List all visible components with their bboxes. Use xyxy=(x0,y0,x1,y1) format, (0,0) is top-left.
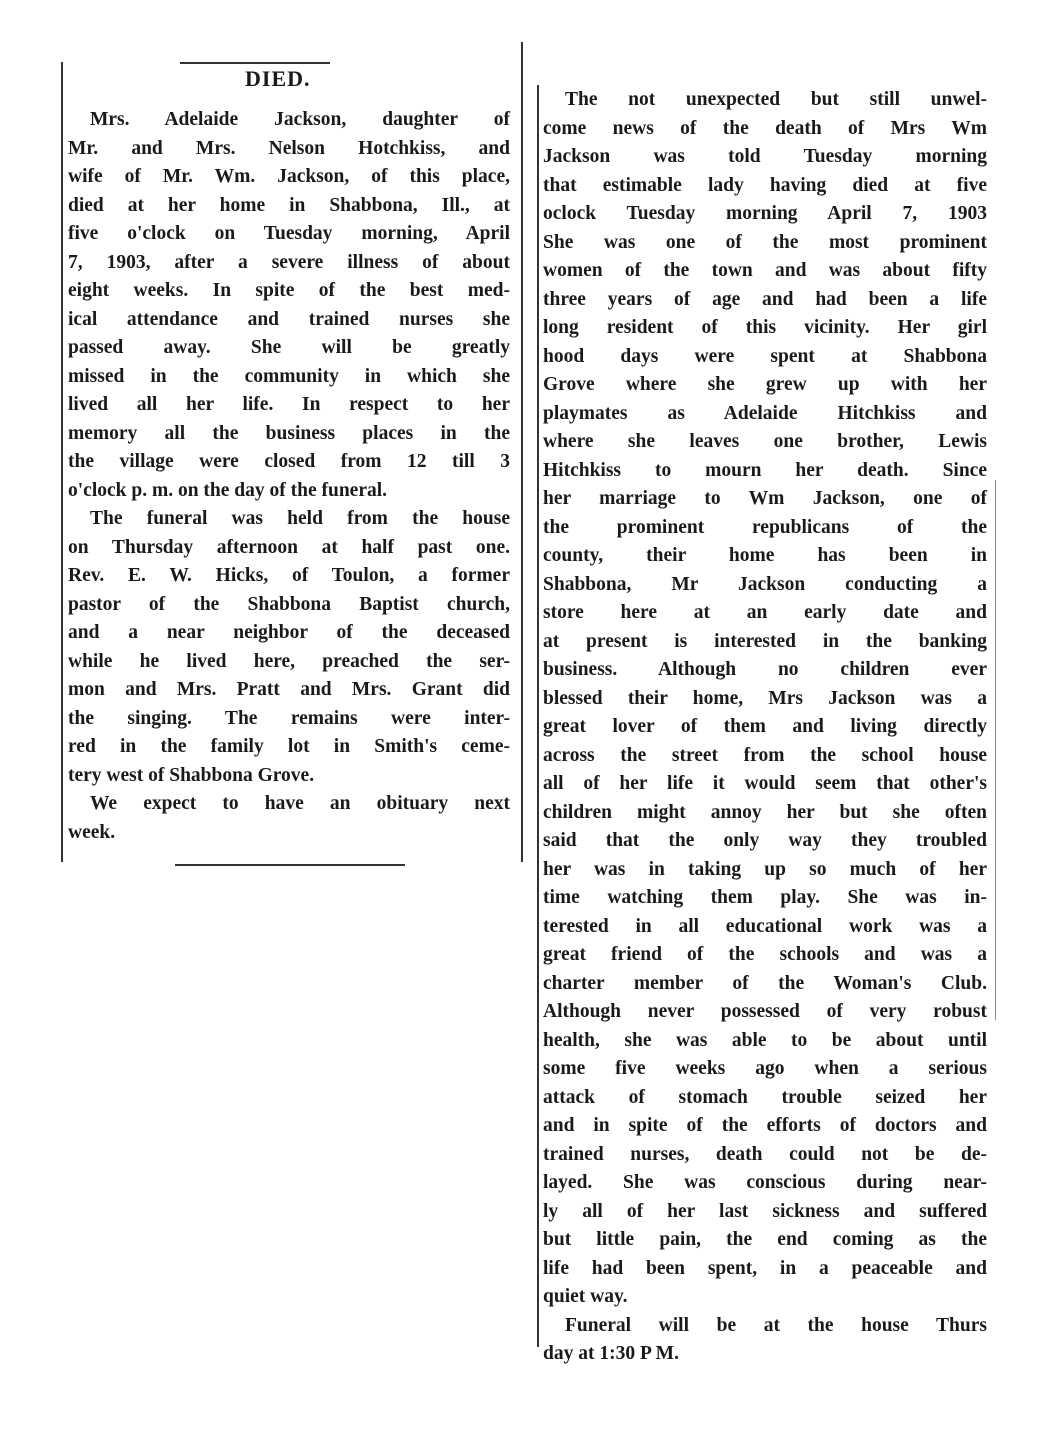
text-line: red in the family lot in Smith's ceme- xyxy=(68,736,510,757)
text-line: Grove where she grew up with her xyxy=(543,374,987,395)
text-line: come news of the death of Mrs Wm xyxy=(543,117,987,139)
text-line: at present is interested in the banking xyxy=(543,630,987,652)
text-line: missed in the community in which she xyxy=(68,365,510,387)
text-line: Rev. E. W. Hicks, of Toulon, a former xyxy=(68,565,510,586)
text-line: time watching them play. She was in- xyxy=(543,887,987,908)
right-edge-rule xyxy=(995,480,996,1020)
text-line: wife of Mr. Wm. Jackson, of this place, xyxy=(68,166,510,187)
text-line: that estimable lady having died at five xyxy=(543,174,987,196)
text-line: the village were closed from 12 till 3 xyxy=(68,451,510,472)
text-line: pastor of the Shabbona Baptist church, xyxy=(68,593,510,615)
text-line: women of the town and was about fifty xyxy=(543,260,987,281)
text-line: We expect to have an obituary next xyxy=(90,793,510,814)
text-line: children might annoy her but she often xyxy=(543,801,987,823)
text-line: hood days were spent at Shabbona xyxy=(543,345,987,367)
article-paragraph xyxy=(68,106,510,505)
column-divider-rule xyxy=(521,42,523,862)
text-line: her was in taking up so much of her xyxy=(543,858,987,880)
article-paragraph xyxy=(543,1312,987,1369)
text-line: Although never possessed of very robust xyxy=(543,1001,987,1022)
text-line: life had been spent, in a peaceable and xyxy=(543,1257,987,1279)
text-line: 7, 1903, after a severe illness of about xyxy=(68,251,510,273)
text-line: mon and Mrs. Pratt and Mrs. Grant did xyxy=(68,679,510,700)
text-line: day at 1:30 P M. xyxy=(543,1343,679,1364)
text-line: the singing. The remains were inter- xyxy=(68,707,510,729)
text-line: great lover of them and living directly xyxy=(543,716,987,737)
text-line: her marriage to Wm Jackson, one of xyxy=(543,488,987,509)
obituary-heading: DIED. xyxy=(245,66,311,91)
text-line: three years of age and had been a life xyxy=(543,288,987,310)
text-line: great friend of the schools and was a xyxy=(543,944,987,965)
text-line: Jackson was told Tuesday morning xyxy=(543,146,987,167)
text-line: layed. She was conscious during near- xyxy=(543,1172,987,1193)
left-border-rule xyxy=(61,62,63,862)
text-line: She was one of the most prominent xyxy=(543,231,987,253)
text-line: Hitchkiss to mourn her death. Since xyxy=(543,459,987,481)
text-line: county, their home has been in xyxy=(543,545,987,566)
text-line: ical attendance and trained nurses she xyxy=(68,308,510,330)
text-line: across the street from the school house xyxy=(543,744,987,766)
left-column-article xyxy=(68,106,510,847)
text-line: lived all her life. In respect to her xyxy=(68,394,510,415)
text-line: memory all the business places in the xyxy=(68,422,510,444)
text-line: health, she was able to be about until xyxy=(543,1029,987,1051)
text-line: on Thursday afternoon at half past one. xyxy=(68,536,510,558)
text-line: and a near neighbor of the deceased xyxy=(68,622,510,643)
text-line: store here at an early date and xyxy=(543,602,987,623)
text-line: business. Although no children ever xyxy=(543,659,987,680)
text-line: but little pain, the end coming as the xyxy=(543,1229,987,1250)
right-column-article xyxy=(543,86,987,1369)
text-line: charter member of the Woman's Club. xyxy=(543,972,987,994)
text-line: ly all of her last sickness and suffered xyxy=(543,1200,987,1222)
text-line: week. xyxy=(68,821,116,843)
text-line: some five weeks ago when a serious xyxy=(543,1058,987,1079)
text-line: terested in all educational work was a xyxy=(543,915,987,937)
text-line: blessed their home, Mrs Jackson was a xyxy=(543,687,987,709)
text-line: said that the only way they troubled xyxy=(543,830,987,851)
text-line: Funeral will be at the house Thurs xyxy=(565,1314,987,1336)
text-line: o'clock p. m. on the day of the funeral. xyxy=(68,479,388,501)
text-line: playmates as Adelaide Hitchkiss and xyxy=(543,402,987,424)
text-line: The not unexpected but still unwel- xyxy=(565,89,987,110)
text-line: trained nurses, death could not be de- xyxy=(543,1143,987,1165)
article-paragraph xyxy=(68,505,510,790)
text-line: while he lived here, preached the ser- xyxy=(68,650,510,672)
text-line: quiet way. xyxy=(543,1286,628,1307)
article-paragraph xyxy=(543,86,987,1312)
text-line: long resident of this vicinity. Her girl xyxy=(543,317,987,338)
text-line: five o'clock on Tuesday morning, April xyxy=(68,223,510,244)
text-line: Mrs. Adelaide Jackson, daughter of xyxy=(90,109,510,130)
text-line: oclock Tuesday morning April 7, 1903 xyxy=(543,203,987,224)
text-line: where she leaves one brother, Lewis xyxy=(543,431,987,452)
text-line: attack of stomach trouble seized her xyxy=(543,1086,987,1108)
text-line: passed away. She will be greatly xyxy=(68,337,510,358)
text-line: eight weeks. In spite of the best med- xyxy=(68,280,510,301)
text-line: died at her home in Shabbona, Ill., at xyxy=(68,194,510,216)
text-line: Shabbona, Mr Jackson conducting a xyxy=(543,573,987,595)
text-line: and in spite of the efforts of doctors and xyxy=(543,1115,987,1136)
text-line: tery west of Shabbona Grove. xyxy=(68,764,315,786)
top-short-rule xyxy=(180,62,330,64)
bottom-short-rule xyxy=(175,864,405,866)
article-paragraph xyxy=(68,790,510,847)
text-line: The funeral was held from the house xyxy=(90,508,510,529)
text-line: the prominent republicans of the xyxy=(543,516,987,538)
right-column-left-rule xyxy=(537,85,539,1347)
text-line: all of her life it would seem that other's xyxy=(543,773,987,794)
text-line: Mr. and Mrs. Nelson Hotchkiss, and xyxy=(68,137,510,159)
